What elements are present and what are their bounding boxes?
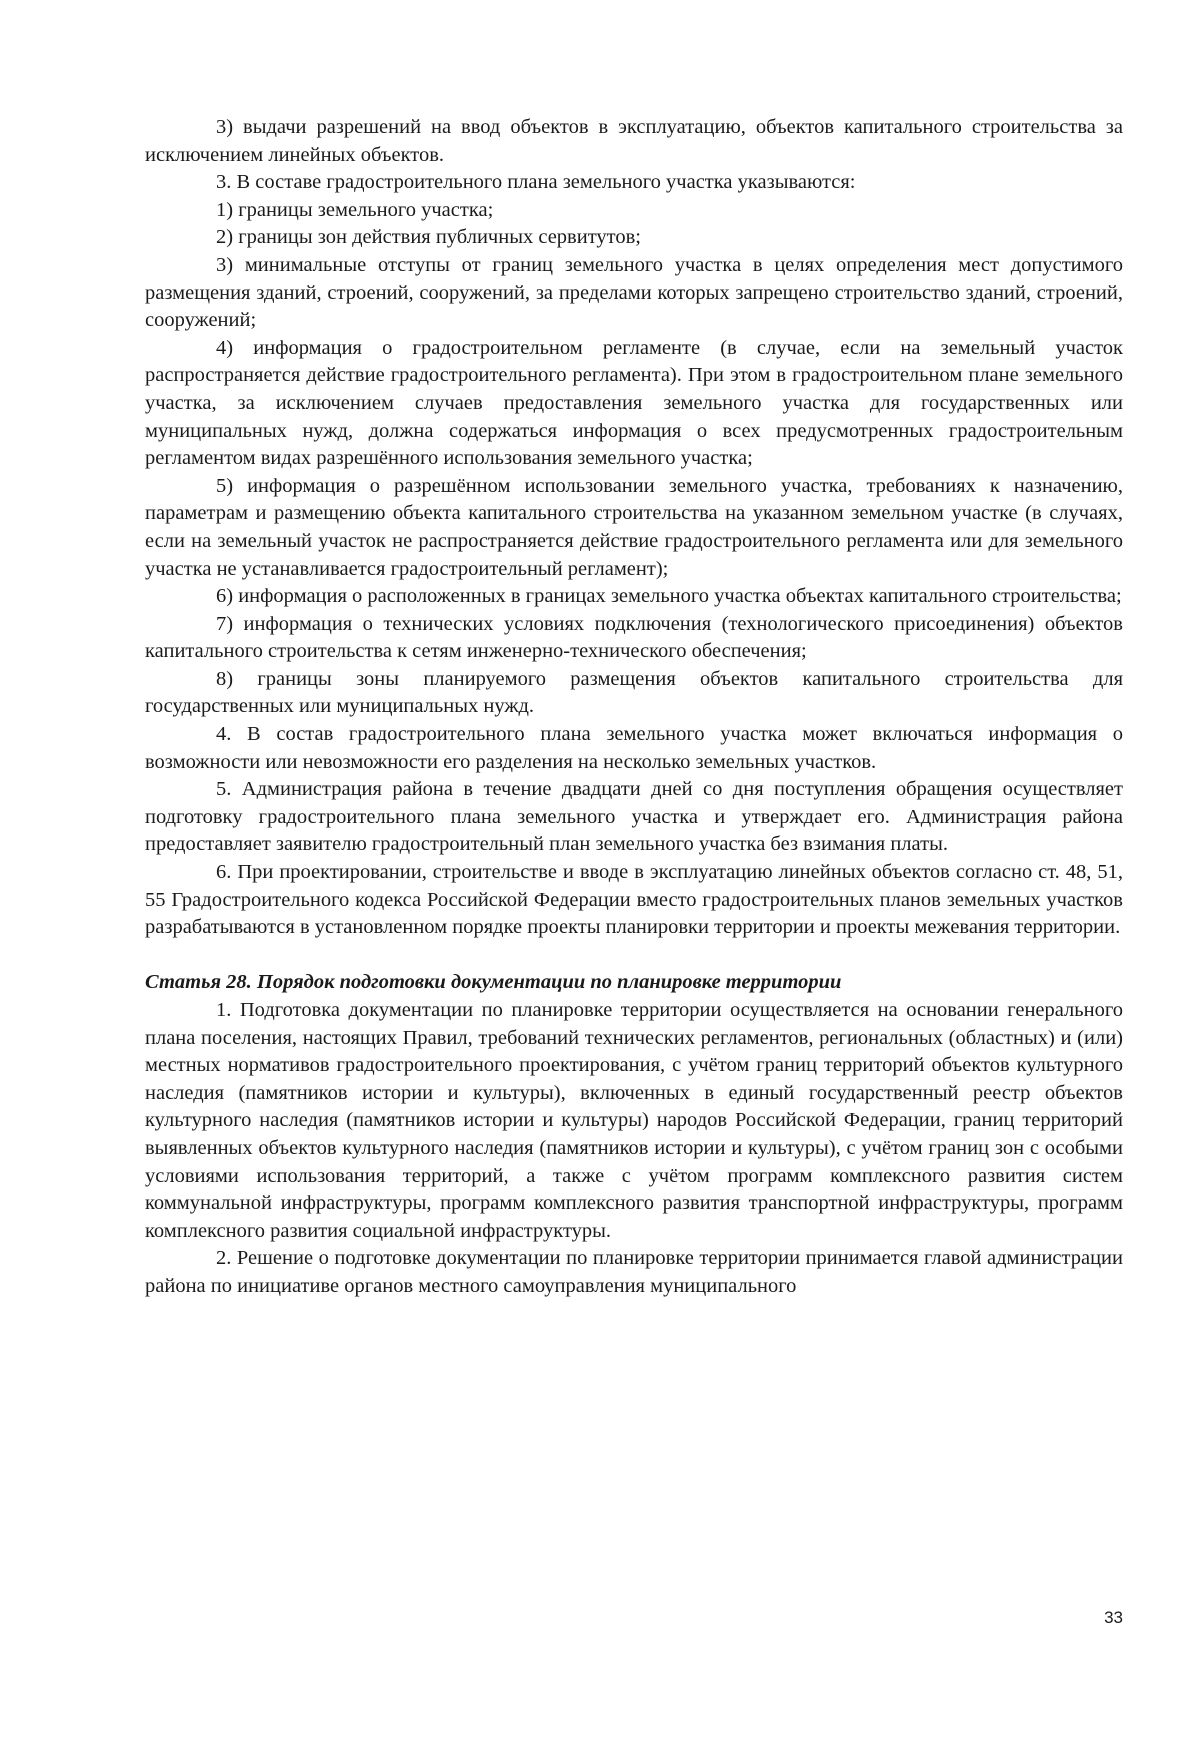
paragraph-point-3: 3. В составе градостроительного плана земельного участка указываются: xyxy=(216,171,856,194)
document-page xyxy=(145,114,1123,1301)
list-item-8-planned-zone: 8) границы зоны планируемого размещения объектов капитального строительства для государственных или муниципальных нужд. xyxy=(145,667,1123,718)
paragraph-point-5: 5. Администрация района в течение двадцати дней со дня поступления обращения осуществляет подготовку градостроительного плана земельного участка и утверждает его. Администрация района предоставляет заявителю градостроительный план земельного участка без взимания платы. xyxy=(145,778,1123,856)
article-28-point-2: 2. Решение о подготовке документации по планировке территории принимается главой администрации района по инициативе органов местного самоуправления муниципального xyxy=(145,1247,1123,1297)
list-item-7-technical-conditions: 7) информация о технических условиях подключения (технологического присоединения) объектов капитального строительства к сетям инженерно-технического обеспечения; xyxy=(145,612,1123,663)
article-28-heading: Статья 28. Порядок подготовки документации по планировке территории xyxy=(145,971,842,994)
paragraph-point-4: 4. В состав градостроительного плана земельного участка может включаться информация о возможности или невозможности его разделения на несколько земельных участков. xyxy=(145,723,1123,773)
list-item-3-setbacks: 3) минимальные отступы от границ земельного участка в целях определения мест допустимого размещения зданий, строений, сооружений, за пределами которых запрещено строительство зданий, строений, сооружений; xyxy=(145,253,1123,332)
page-number: 33 xyxy=(1104,1608,1123,1627)
article-28-point-1: 1. Подготовка документации по планировке территории осуществляется на основании генерального плана поселения, настоящих Правил, требований технических регламентов, региональных (областных) и (или) местных нормативов градостроительного проектирования, с учётом границ территорий объектов культурного наследия (памятников истории и культуры), включенных в единый государственный реестр объектов культурного наследия (памятников истории и культуры) народов Российской Федерации, границ территорий выявленных объектов культурного наследия (памятников истории и культуры), с учётом границ зон с особыми условиями использования территорий, а также с учётом программ комплексного развития систем коммунальной инфраструктуры, программ комплексного развития транспортной инфраструктуры, программ комплексного развития социальной инфраструктуры. xyxy=(145,999,1123,1242)
list-item-2-servitudes: 2) границы зон действия публичных сервитутов; xyxy=(216,226,641,249)
list-item-1-boundaries: 1) границы земельного участка; xyxy=(216,198,494,221)
paragraph-point-6: 6. При проектировании, строительстве и вводе в эксплуатацию линейных объектов согласно ст. 48, 51, 55 Градостроительного кодекса Российской Федерации вместо градостроительных планов земельных участков разрабатываются в установленном порядке проекты планировки территории и проекты межевания территории. xyxy=(145,861,1123,939)
list-item-5-permitted-use: 5) информация о разрешённом использовании земельного участка, требованиях к назначению, параметрам и размещению объекта капитального строительства на указанном земельном участке (в случаях, если на земельный участок не распространяется действие градостроительного регламента или для земельного участка не устанавливается градостроительный регламент); xyxy=(145,474,1123,580)
paragraph-item-3-permits: 3) выдачи разрешений на ввод объектов в эксплуатацию, объектов капитального строительства за исключением линейных объектов. xyxy=(145,116,1123,166)
list-item-4-regulation: 4) информация о градостроительном регламенте (в случае, если на земельный участок распространяется действие градостроительного регламента). При этом в градостроительном плане земельного участка, за исключением случаев предоставления земельного участка для государственных или муниципальных нужд, должна содержаться информация о всех предусмотренных градостроительным регламентом видах разрешённого использования земельного участка; xyxy=(145,336,1123,470)
list-item-6-existing-objects: 6) информация о расположенных в границах земельного участка объектах капитального строительства; xyxy=(216,585,1122,608)
